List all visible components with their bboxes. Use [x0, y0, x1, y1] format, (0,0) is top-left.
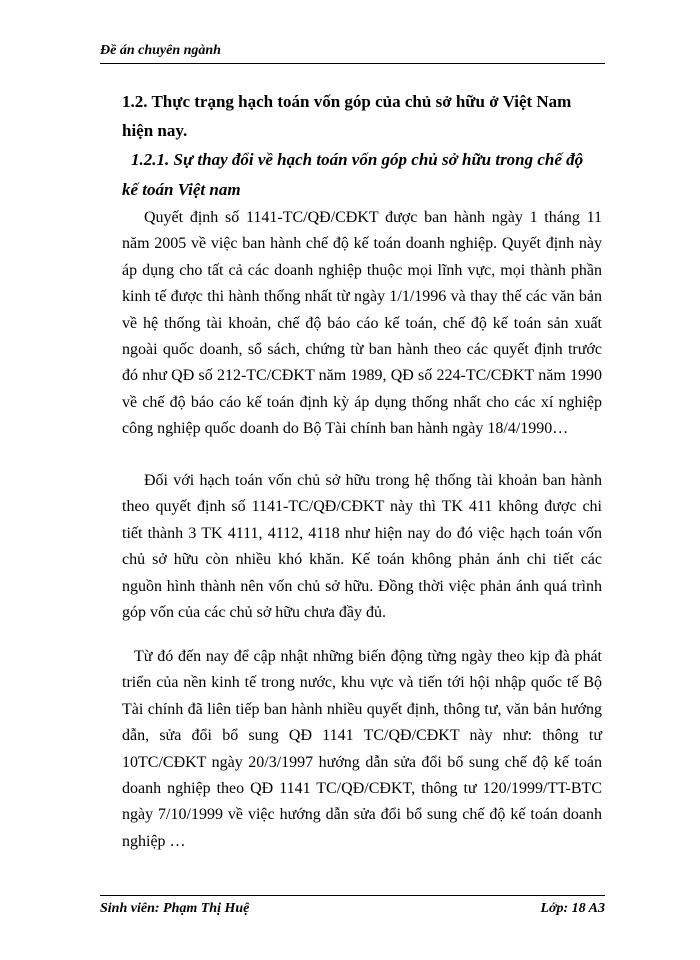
- footer-student-name: Sinh viên: Phạm Thị Huệ: [100, 901, 250, 916]
- header-divider: [100, 63, 605, 64]
- body-paragraph-3: Từ đó đến nay để cập nhật những biến động từng ngày theo kịp đà phát triển của nền kinh tế trong nước, khu vực và tiến tới hội nhập quốc tế Bộ Tài chính đã liên tiếp ban hành nhiều quyết định, thông tư, văn bản hướng dẫn, sửa đổi bổ sung QĐ 1141 TC/QĐ/CĐKT này như: thông tư 10TC/CĐKT ngày 20/3/1997 hướng dẫn sửa đổi bổ sung chế độ kế toán doanh nghiệp theo QĐ 1141 TC/QĐ/CĐKT, thông tư 120/1999/TT-BTC ngày 7/10/1999 về việc hướng dẫn sửa đổi bổ sung chế độ kế toán doanh nghiệp …: [122, 648, 602, 850]
- body-paragraph-1: Quyết định số 1141-TC/QĐ/CĐKT được ban hành ngày 1 tháng 11 năm 2005 về việc ban hành chế độ kế toán doanh nghiệp. Quyết định này áp dụng cho tất cả các doanh nghiệp thuộc mọi lĩnh vực, mọi thành phần kinh tế được thi hành thống nhất từ ngày 1/1/1996 và thay thế các văn bản về hệ thống tài khoản, chế độ báo cáo kế toán, chế độ kế toán sản xuất ngoài quốc doanh, sổ sách, chứng từ ban hành theo các quyết định trước đó như QĐ số 212-TC/CĐKT năm 1989, QĐ số 224-TC/CĐKT năm 1990 về chế độ báo cáo kế toán định kỳ áp dụng thống nhất cho các xí nghiệp công nghiệp quốc doanh do Bộ Tài chính ban hành ngày 18/4/1990…: [122, 209, 602, 438]
- subsection-heading-text: 1.2.1. Sự thay đổi về hạch toán vốn góp chủ sở hữu trong chế độ kế toán Việt nam: [122, 150, 584, 199]
- running-header-title: Đề án chuyên ngành: [100, 43, 221, 58]
- subsection-heading: [122, 145, 602, 205]
- section-heading: 1.2. Thực trạng hạch toán vốn góp của chủ sở hữu ở Việt Nam hiện nay.: [122, 92, 572, 140]
- body-paragraph-2: Đối với hạch toán vốn chủ sở hữu trong hệ thống tài khoản ban hành theo quyết định số 1141-TC/QĐ/CĐKT này thì TK 411 không được chi tiết thành 3 TK 4111, 4112, 4118 như hiện nay do đó việc hạch toán vốn chủ sở hữu còn nhiều khó khăn. Kế toán không phản ánh chi tiết các nguồn hình thành nên vốn chủ sở hữu. Đồng thời việc phản ánh quá trình góp vốn của các chủ sở hữu chưa đầy đủ.: [122, 472, 602, 622]
- footer-divider: [100, 895, 605, 896]
- footer-class: Lớp: 18 A3: [540, 901, 605, 916]
